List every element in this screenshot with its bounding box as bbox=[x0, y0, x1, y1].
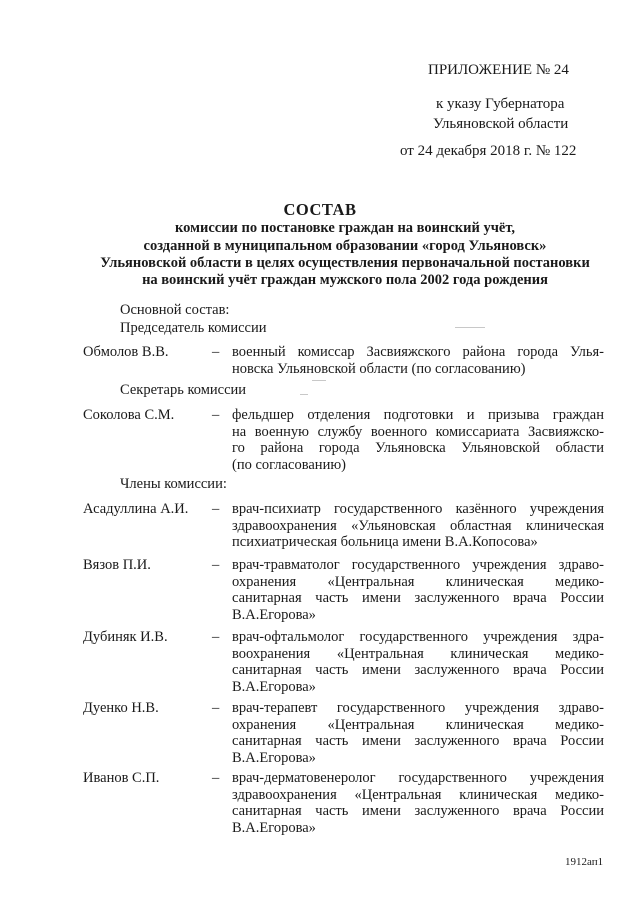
decree-date: от 24 декабря 2018 г. № 122 bbox=[400, 143, 577, 159]
position-line: врач-психиатр государственного казённого учреждения bbox=[232, 501, 604, 517]
scan-speck bbox=[312, 380, 326, 381]
scan-speck bbox=[455, 327, 485, 328]
position-line: го района города Ульяновска Ульяновской области bbox=[232, 440, 604, 456]
position-line: новска Ульяновской области (по согласованию) bbox=[232, 360, 526, 377]
member-name: Вязов П.И. bbox=[83, 557, 151, 573]
secretary-position bbox=[232, 407, 604, 473]
position-line: санитарная часть имени заслуженного врача России bbox=[232, 590, 604, 606]
member-name: Дубиняк И.В. bbox=[83, 629, 168, 645]
dash: – bbox=[212, 557, 220, 573]
document-title: СОСТАВ bbox=[283, 200, 357, 219]
position-line: врач-травматолог государственного учреждения здраво- bbox=[232, 557, 604, 573]
title-line-2: созданной в муниципальном образовании «город Ульяновск» bbox=[143, 238, 547, 254]
position-line: В.А.Егорова» bbox=[232, 749, 316, 766]
dash: – bbox=[212, 770, 220, 786]
position-line: здравоохранения «Ульяновская областная клиническая bbox=[232, 517, 604, 534]
member-position bbox=[232, 501, 604, 551]
dash: – bbox=[212, 629, 220, 645]
chairman-position bbox=[232, 344, 604, 377]
title-line-1: комиссии по постановке граждан на воинский учёт, bbox=[174, 220, 516, 236]
appendix-label: ПРИЛОЖЕНИЕ № 24 bbox=[428, 62, 569, 78]
section-secretary: Секретарь комиссии bbox=[120, 382, 247, 398]
member-name: Дуенко Н.В. bbox=[83, 700, 159, 716]
position-line: на военную службу военного комиссариата Засвияжско- bbox=[232, 423, 604, 440]
dash: – bbox=[212, 700, 220, 716]
position-line: психиатрическая больница имени В.А.Копосова» bbox=[232, 534, 538, 550]
decree-line-2: Ульяновской области bbox=[433, 116, 569, 132]
position-line: санитарная часть имени заслуженного врача России bbox=[232, 733, 604, 749]
dash: – bbox=[212, 344, 220, 360]
position-line: здравоохранения «Центральная клиническая медико- bbox=[232, 786, 604, 803]
chairman-name: Обмолов В.В. bbox=[83, 344, 169, 360]
position-line: охранения «Центральная клиническая медико- bbox=[232, 573, 604, 590]
member-position bbox=[232, 557, 604, 623]
position-line: охранения «Центральная клиническая медико- bbox=[232, 716, 604, 733]
footer-code: 1912ап1 bbox=[565, 856, 604, 868]
position-line: В.А.Егорова» bbox=[232, 678, 316, 695]
section-members: Члены комиссии: bbox=[120, 476, 227, 492]
decree-line-1: к указу Губернатора bbox=[436, 96, 565, 112]
position-line: В.А.Егорова» bbox=[232, 819, 316, 836]
position-line: воохранения «Центральная клиническая медико- bbox=[232, 645, 604, 662]
title-line-4: на воинский учёт граждан мужского пола 2002 года рождения bbox=[142, 272, 548, 288]
member-name: Асадуллина А.И. bbox=[83, 501, 189, 517]
member-position bbox=[232, 700, 604, 766]
position-line: В.А.Егорова» bbox=[232, 606, 316, 623]
position-line: врач-терапевт государственного учреждения здраво- bbox=[232, 700, 604, 716]
position-line: санитарная часть имени заслуженного врача России bbox=[232, 662, 604, 678]
secretary-name: Соколова С.М. bbox=[83, 407, 175, 423]
position-line: военный комиссар Засвияжского района города Улья- bbox=[232, 344, 604, 360]
member-position bbox=[232, 629, 604, 695]
scan-speck bbox=[300, 394, 308, 395]
title-line-3: Ульяновской области в целях осуществления первоначальной постановки bbox=[100, 255, 590, 271]
member-name: Иванов С.П. bbox=[83, 770, 160, 786]
dash: – bbox=[212, 407, 220, 423]
dash: – bbox=[212, 501, 220, 517]
position-line: санитарная часть имени заслуженного врача России bbox=[232, 803, 604, 819]
position-line: фельдшер отделения подготовки и призыва граждан bbox=[232, 407, 604, 423]
section-chairman: Председатель комиссии bbox=[120, 320, 267, 336]
position-line: (по согласованию) bbox=[232, 456, 346, 473]
member-position bbox=[232, 770, 604, 836]
section-main-composition: Основной состав: bbox=[120, 302, 230, 318]
position-line: врач-дерматовенеролог государственного учреждения bbox=[232, 770, 604, 786]
position-line: врач-офтальмолог государственного учреждения здра- bbox=[232, 629, 604, 645]
